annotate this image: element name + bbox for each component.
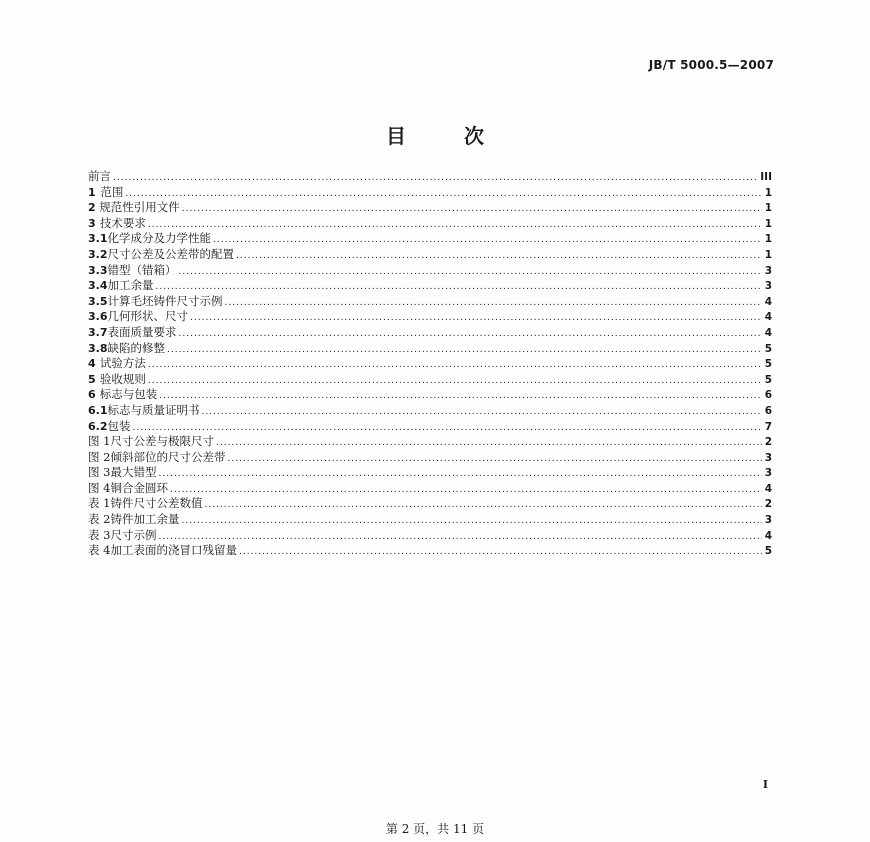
page-numeral: I	[762, 778, 768, 791]
toc-entry-number: 表 3	[88, 527, 111, 542]
toc-leader-dots	[170, 481, 762, 497]
toc-entry-title: 错型（错箱）	[107, 262, 177, 277]
toc-entry-number: 3.4	[88, 279, 108, 293]
toc-entry-title: 标志与质量证明书	[107, 402, 200, 417]
page-title	[0, 120, 870, 149]
toc-leader-dots	[148, 372, 762, 388]
toc-entry-number: 3.1	[88, 232, 108, 246]
toc-leader-dots	[158, 465, 762, 481]
toc-entry-number: 3.3	[88, 263, 108, 277]
toc-entry-page: 4	[764, 529, 772, 542]
toc-leader-dots	[227, 450, 762, 466]
toc-entry-title: 尺寸示例	[110, 527, 157, 542]
toc-entry-title: 试验方法	[99, 356, 146, 371]
toc-entry-title: 化学成分及力学性能	[107, 231, 211, 246]
toc-entry-number: 表 2	[88, 512, 111, 527]
toc-entry[interactable]	[88, 247, 772, 263]
toc-entry-page: III	[760, 171, 772, 183]
toc-entry[interactable]	[88, 263, 772, 279]
toc-entry-title: 范围	[100, 184, 124, 199]
toc-entry-page: 4	[764, 482, 772, 495]
toc-leader-dots	[133, 419, 763, 435]
toc-leader-dots	[190, 309, 762, 325]
toc-entry-title: 倾斜部位的尺寸公差带	[110, 449, 226, 464]
toc-entry-title: 前言	[88, 169, 111, 183]
toc-entry[interactable]	[88, 481, 772, 497]
toc-entry-title: 缺陷的修整	[107, 340, 165, 355]
toc-entry-page: 5	[764, 545, 772, 558]
toc-entry-title: 加工表面的浇冒口残留量	[110, 543, 237, 558]
toc-entry[interactable]	[88, 294, 772, 310]
toc-entry[interactable]	[88, 465, 772, 481]
toc-entry-page: 1	[764, 217, 772, 230]
toc-entry-title: 标志与包装	[99, 387, 158, 402]
toc-leader-dots	[158, 528, 762, 544]
toc-entry-number: 表 1	[88, 496, 111, 511]
toc-entry-title: 最大错型	[110, 465, 157, 480]
toc-entry-number: 5	[88, 372, 96, 386]
table-of-contents	[88, 169, 772, 559]
toc-leader-dots	[204, 496, 762, 512]
toc-entry[interactable]	[88, 372, 772, 388]
toc-entry-page: 1	[764, 233, 772, 246]
toc-entry-title: 尺寸公差及公差带的配置	[107, 246, 234, 261]
toc-entry-page: 1	[764, 202, 772, 215]
toc-entry-page: 2	[764, 498, 772, 511]
toc-leader-dots	[239, 543, 762, 559]
toc-entry[interactable]	[88, 356, 772, 372]
toc-entry-page: 5	[764, 342, 772, 355]
toc-leader-dots	[179, 325, 763, 341]
toc-entry[interactable]	[88, 309, 772, 325]
toc-entry[interactable]	[88, 341, 772, 357]
toc-entry-title: 计算毛坯铸件尺寸示例	[107, 293, 223, 308]
toc-entry[interactable]	[88, 169, 772, 185]
toc-entry-page: 4	[764, 311, 772, 324]
toc-leader-dots	[167, 341, 762, 357]
standard-code: JB/T 5000.5—2007	[648, 58, 774, 72]
toc-entry-page: 5	[764, 358, 772, 371]
toc-entry-title: 验收规则	[99, 371, 146, 386]
toc-entry-page: 3	[764, 467, 772, 480]
toc-entry-title: 技术要求	[99, 215, 146, 230]
toc-leader-dots	[148, 356, 762, 372]
toc-entry-number: 6.1	[88, 403, 108, 417]
toc-leader-dots	[202, 403, 763, 419]
toc-entry-number: 3	[88, 216, 96, 230]
toc-entry-number: 3.7	[88, 325, 108, 339]
toc-entry[interactable]	[88, 231, 772, 247]
toc-entry-title: 几何形状、尺寸	[107, 309, 188, 324]
toc-entry[interactable]	[88, 185, 772, 201]
title-char-2: 次	[464, 124, 484, 148]
toc-entry[interactable]	[88, 496, 772, 512]
toc-entry-page: 6	[764, 389, 772, 402]
toc-entry-number: 2	[88, 201, 96, 215]
toc-entry-page: 4	[764, 326, 772, 339]
toc-entry-number: 图 3	[88, 465, 111, 480]
toc-entry-number: 1	[88, 185, 96, 199]
toc-entry-page: 1	[764, 248, 772, 261]
toc-leader-dots	[179, 263, 763, 279]
toc-entry-number: 图 4	[88, 480, 111, 495]
toc-leader-dots	[159, 387, 762, 403]
toc-entry[interactable]	[88, 512, 772, 528]
toc-entry-number: 图 2	[88, 449, 111, 464]
title-char-1: 目	[386, 124, 406, 148]
toc-leader-dots	[236, 247, 762, 263]
toc-entry[interactable]	[88, 450, 772, 466]
toc-entry[interactable]	[88, 403, 772, 419]
toc-entry-title: 包装	[107, 418, 131, 433]
toc-leader-dots	[181, 512, 762, 528]
toc-entry[interactable]	[88, 200, 772, 216]
toc-leader-dots	[113, 169, 758, 185]
toc-entry[interactable]	[88, 387, 772, 403]
toc-leader-dots	[225, 294, 763, 310]
toc-entry-page: 3	[764, 514, 772, 527]
toc-leader-dots	[213, 231, 762, 247]
toc-entry[interactable]	[88, 419, 772, 435]
toc-entry[interactable]	[88, 216, 772, 232]
toc-entry-title: 铸件尺寸公差数值	[110, 496, 203, 511]
toc-entry-number: 3.6	[88, 310, 108, 324]
toc-entry-page: 5	[764, 373, 772, 386]
toc-entry-number: 3.8	[88, 341, 108, 355]
toc-entry-title: 加工余量	[107, 278, 154, 293]
toc-entry-title: 尺寸公差与极限尺寸	[110, 434, 214, 449]
page-footer: 第 2 页，共 11 页	[385, 822, 485, 836]
toc-entry-page: 3	[764, 451, 772, 464]
toc-entry-page: 3	[764, 264, 772, 277]
toc-entry-page: 2	[764, 436, 772, 449]
toc-entry-title: 铸件加工余量	[110, 512, 180, 527]
toc-leader-dots	[182, 200, 762, 216]
toc-entry-number: 6	[88, 388, 96, 402]
toc-entry-number: 6.2	[88, 419, 108, 433]
toc-entry[interactable]	[88, 434, 772, 450]
toc-leader-dots	[125, 185, 762, 201]
toc-entry[interactable]	[88, 528, 772, 544]
toc-entry-page: 1	[764, 186, 772, 199]
toc-entry-number: 3.5	[88, 294, 108, 308]
toc-entry-number: 3.2	[88, 247, 108, 261]
toc-entry[interactable]	[88, 325, 772, 341]
toc-entry-title: 铜合金圆环	[110, 480, 168, 495]
toc-entry-number: 表 4	[88, 543, 111, 558]
toc-entry-page: 3	[764, 280, 772, 293]
toc-entry-page: 7	[764, 420, 772, 433]
toc-leader-dots	[156, 278, 763, 294]
toc-entry-page: 4	[764, 295, 772, 308]
toc-entry-number: 图 1	[88, 434, 111, 449]
toc-entry-title: 规范性引用文件	[99, 200, 180, 215]
toc-entry[interactable]	[88, 278, 772, 294]
toc-entry-page: 6	[764, 404, 772, 417]
toc-entry-title: 表面质量要求	[107, 324, 177, 339]
toc-entry[interactable]	[88, 543, 772, 559]
toc-leader-dots	[216, 434, 762, 450]
toc-leader-dots	[148, 216, 762, 232]
toc-entry-number: 4	[88, 357, 96, 371]
